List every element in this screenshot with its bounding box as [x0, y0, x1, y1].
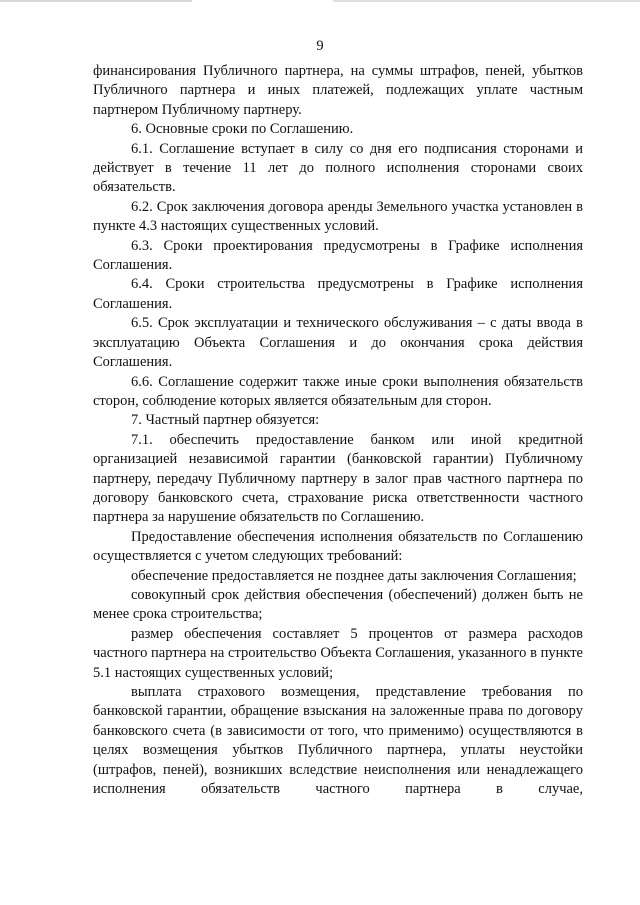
requirement-deadline: обеспечение предоставляется не позднее даты заключения Соглашения;	[131, 567, 577, 584]
clause-6-4: 6.4. Сроки строительства предусмотрены в Графике исполнения Соглашения.	[93, 276, 583, 312]
requirements-intro: Предоставление обеспечения исполнения обязательств по Соглашению осуществляется с учетом следующих требований:	[93, 528, 583, 565]
document-body	[93, 62, 583, 799]
clause-7-1: 7.1. обеспечить предоставление банком или иной кредитной организацией независимой гарантии (банковской гарантии) Публичному партнеру, передачу Публичному партнеру в залог прав частного партнера по договору банковского счета, страхование риска ответственности частного партнера за нарушение обязательств по Соглашению.	[93, 431, 583, 526]
clause-6-1: 6.1. Соглашение вступает в силу со дня его подписания сторонами и действует в течение 11 лет до полного исполнения сторонами своих обязательств.	[93, 140, 583, 196]
scan-top-edge	[0, 0, 640, 2]
paragraph-continuation: финансирования Публичного партнера, на суммы штрафов, пеней, убытков Публичного партнера и иных платежей, подлежащих уплате частным партнером Публичному партнеру.	[93, 63, 583, 118]
requirement-payout: выплата страхового возмещения, представление требования по банковской гарантии, обращение взыскания на заложенные права по договору банковского счета (в зависимости от того, что применимо) осуществляются в целях возмещения убытков Публичного партнера, уплаты неустойки (штрафов, пеней), возникших вследствие неисполнения или ненадлежащего исполнения обязательств частного партнера в случае,	[93, 684, 583, 798]
clause-6-2: 6.2. Срок заключения договора аренды Земельного участка установлен в пункте 4.3 настоящих существенных условий.	[93, 198, 583, 235]
page-number: 9	[316, 38, 324, 54]
section-heading-7: 7. Частный партнер обязуется:	[131, 412, 320, 429]
clause-6-5: 6.5. Срок эксплуатации и технического обслуживания – с даты ввода в эксплуатацию Объекта Соглашения и до окончания срока действия Соглашения.	[93, 315, 583, 371]
clause-6-3: 6.3. Сроки проектирования предусмотрены в Графике исполнения Соглашения.	[93, 237, 583, 274]
clause-6-6: 6.6. Соглашение содержит также иные сроки выполнения обязательств сторон, соблюдение которых является обязательным для сторон.	[93, 373, 583, 409]
requirement-term: совокупный срок действия обеспечения (обеспечений) должен быть не менее срока строительства;	[93, 586, 583, 623]
requirement-amount: размер обеспечения составляет 5 процентов от размера расходов частного партнера на строительство Объекта Соглашения, указанного в пункте 5.1 настоящих существенных условий;	[93, 625, 583, 681]
section-heading-6: 6. Основные сроки по Соглашению.	[131, 121, 354, 138]
